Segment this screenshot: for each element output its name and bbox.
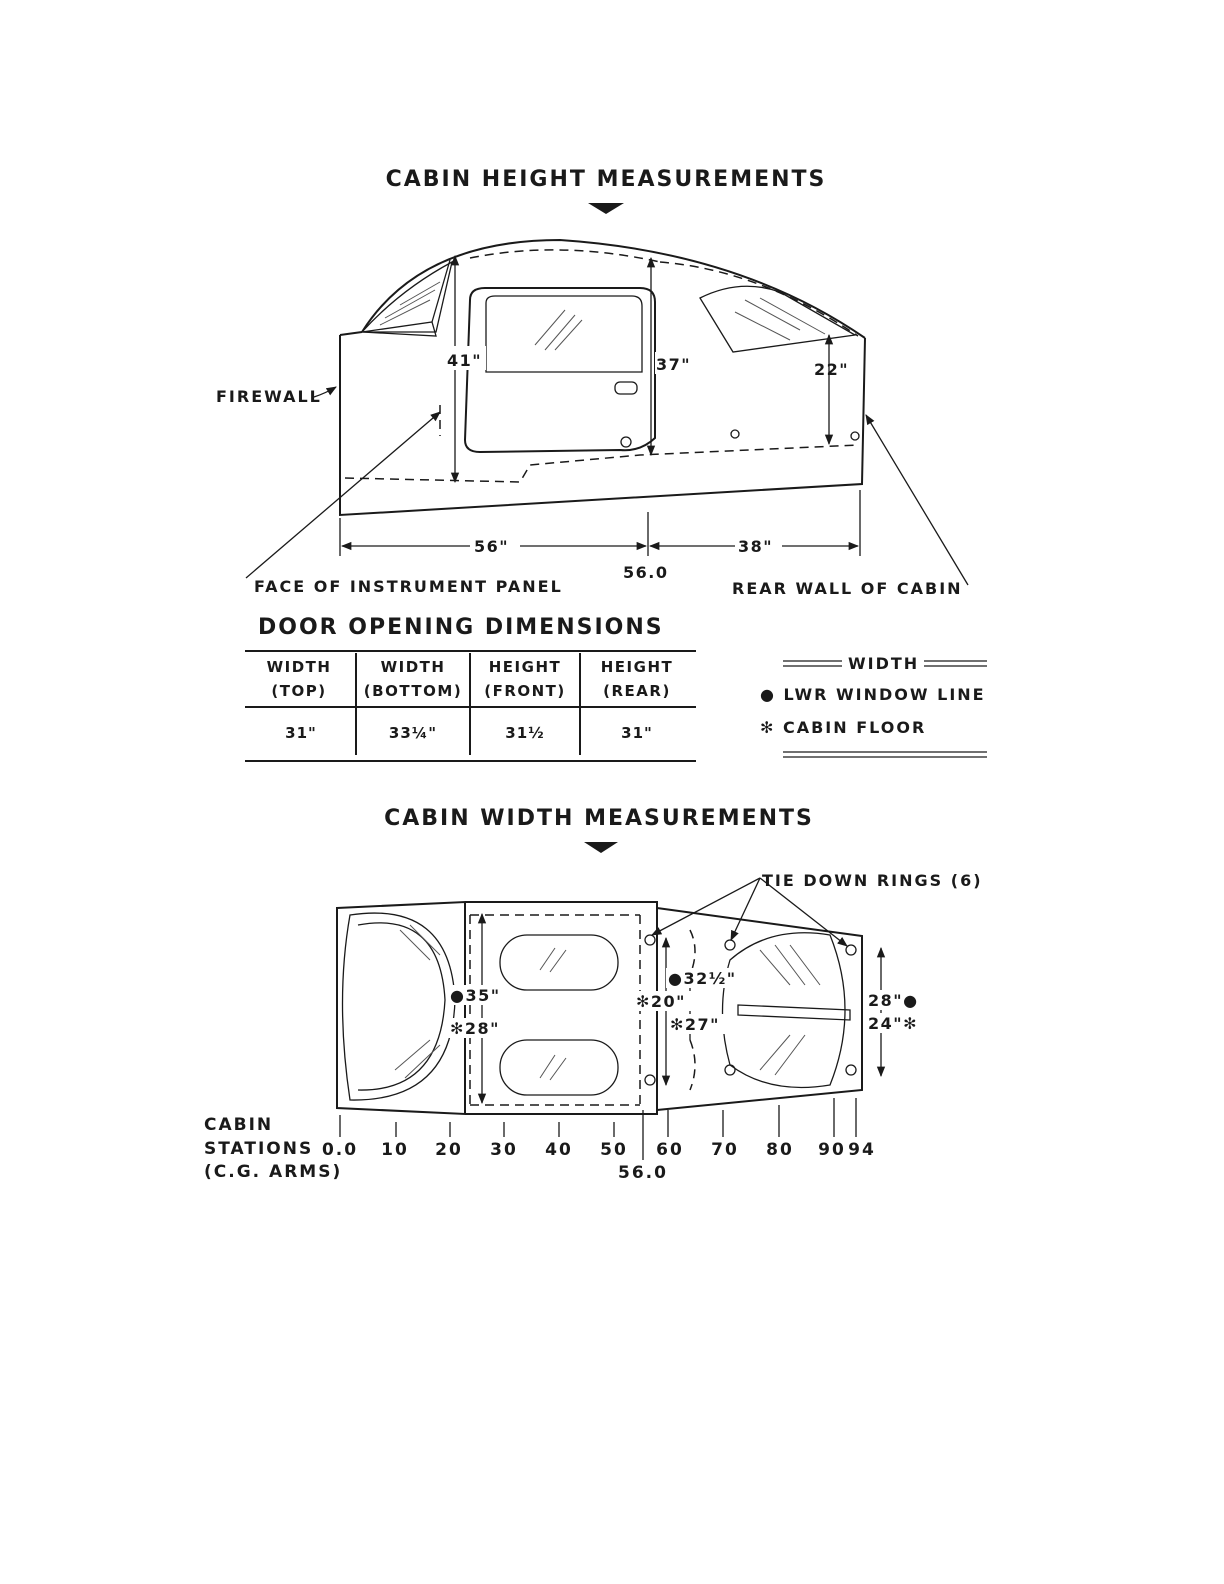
width-35-label: ●35" bbox=[450, 986, 501, 1005]
legend-width: WIDTH bbox=[848, 654, 920, 673]
stations-label-3: (C.G. ARMS) bbox=[204, 1162, 343, 1182]
header-height-front-2: (FRONT) bbox=[484, 682, 566, 700]
legend-window-line: ● LWR WINDOW LINE bbox=[760, 685, 986, 704]
width-27-label: ✻27" bbox=[670, 1015, 721, 1034]
value-height-rear: 31" bbox=[621, 724, 653, 742]
header-height-front-1: HEIGHT bbox=[488, 658, 562, 676]
firewall-label: FIREWALL bbox=[216, 387, 322, 406]
value-width-bottom: 33¼" bbox=[388, 724, 438, 742]
station-tick: 94 bbox=[848, 1140, 876, 1160]
station-56-label: 56.0 bbox=[623, 563, 669, 582]
cabin-width-title: CABIN WIDTH MEASUREMENTS bbox=[384, 806, 814, 831]
length-38-label: 38" bbox=[738, 537, 774, 556]
station-56-bottom: 56.0 bbox=[618, 1163, 668, 1183]
cabin-height-title: CABIN HEIGHT MEASUREMENTS bbox=[385, 167, 827, 192]
door-dimensions-table bbox=[245, 651, 696, 761]
length-56-label: 56" bbox=[474, 537, 510, 556]
header-width-bottom-2: (BOTTOM) bbox=[363, 682, 463, 700]
legend bbox=[760, 654, 987, 757]
stations-label-1: CABIN bbox=[204, 1115, 274, 1135]
rear-wall-label: REAR WALL OF CABIN bbox=[732, 579, 963, 598]
cabin-top-view bbox=[337, 902, 924, 1114]
tie-down-rings-label: TIE DOWN RINGS (6) bbox=[762, 871, 983, 890]
station-tick: 30 bbox=[490, 1140, 518, 1160]
header-width-top-2: (TOP) bbox=[271, 682, 327, 700]
value-width-top: 31" bbox=[285, 724, 317, 742]
height-41-label: 41" bbox=[447, 351, 483, 370]
title-arrow-icon bbox=[584, 842, 618, 853]
legend-cabin-floor: ✻ CABIN FLOOR bbox=[760, 718, 927, 737]
station-tick: 50 bbox=[600, 1140, 628, 1160]
title-arrow-icon bbox=[588, 203, 624, 214]
station-tick: 10 bbox=[381, 1140, 409, 1160]
door-dimensions-title: DOOR OPENING DIMENSIONS bbox=[258, 615, 664, 640]
width-32-label: ●32½" bbox=[668, 969, 737, 988]
height-22-label: 22" bbox=[814, 360, 850, 379]
header-height-rear-2: (REAR) bbox=[603, 682, 671, 700]
header-height-rear-1: HEIGHT bbox=[600, 658, 674, 676]
header-width-bottom-1: WIDTH bbox=[380, 658, 446, 676]
station-tick: 60 bbox=[656, 1140, 684, 1160]
stations-label-2: STATIONS bbox=[204, 1139, 314, 1159]
cabin-side-view bbox=[340, 240, 865, 515]
station-tick: 0.0 bbox=[321, 1140, 359, 1160]
value-height-front: 31½ bbox=[505, 724, 545, 742]
station-tick: 70 bbox=[711, 1140, 739, 1160]
width-24-label: 24"✻ bbox=[868, 1014, 919, 1033]
width-28-front-label: ✻28" bbox=[450, 1019, 501, 1038]
width-28-rear-label: 28"● bbox=[868, 991, 919, 1010]
width-20-label: ✻20" bbox=[636, 992, 687, 1011]
station-tick: 40 bbox=[545, 1140, 573, 1160]
height-37-label: 37" bbox=[656, 355, 692, 374]
instrument-panel-label: FACE OF INSTRUMENT PANEL bbox=[254, 577, 563, 596]
station-tick: 20 bbox=[435, 1140, 463, 1160]
header-width-top-1: WIDTH bbox=[266, 658, 332, 676]
station-tick: 90 bbox=[818, 1140, 846, 1160]
station-tick: 80 bbox=[766, 1140, 794, 1160]
cabin-stations-scale bbox=[204, 1098, 876, 1183]
